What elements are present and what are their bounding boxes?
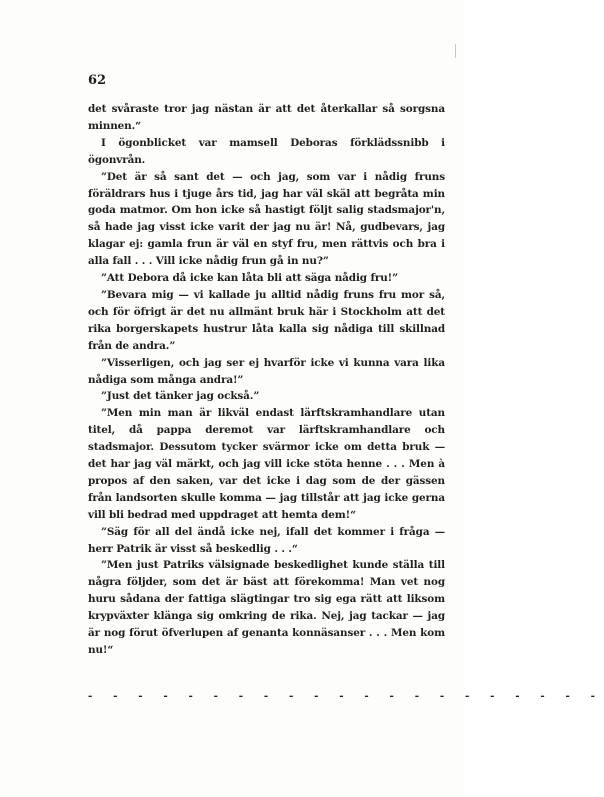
paragraph: ”Att Debora då icke kan låta bli att säga nådig fru!” [101,272,399,285]
page-number: 62 [88,73,107,88]
section-break-dots: - - - - - - - - - - - - - - - - - - - - - [88,690,604,702]
paragraph: ”Men min man är likväl endast lärftskramhandlare utan titel, då pappa deremot var lärftskramhandlare och stadsmajor. Dessutom tycker svärmor icke om detta bruk — det har jag väl märkt, och jag vill icke stöta henne . . . Men à propos af den saken, var det icke i dag som de der gässen från landsorten skulle komma — jag tillstår att jag icke gerna vill bli bedrad med uppdraget att hemta dem!“ [88,407,445,521]
paragraph: ”Det är så sant det — och jag, som var i nådig fruns föräldrars hus i tjuge års tid, jag har väl skäl att begråta min goda matmor. Om hon icke så hastigt följt salig stadsmajor'n, så hade jag visst icke varit der jag nu är! Nå, gudbevars, jag klagar ej: gamla frun är väl en styf fru, men rättvis och bra i alla fall . . . Vill icke nådig frun gå in nu?” [88,170,445,268]
paragraph: I ögonblicket var mamsell Deboras förklädssnibb i ögonvrån. [88,136,445,166]
paragraph: ”Bevara mig — vi kallade ju alltid nådig fruns fru mor så, och för öfrigt är det nu allmänt bruk här i Stockholm att det rika borgerskapets hustrur låta kalla sig nådiga till skillnad från de andra.” [88,288,445,352]
page-edge-mark [455,44,456,58]
paragraph: det svåraste tror jag nästan är att det återkallar så sorgsna minnen.“ [88,103,445,132]
body-text [88,101,445,659]
paragraph: ”Just det tänker jag också.” [101,390,260,403]
paragraph: ”Visserligen, och jag ser ej hvarför icke vi kunna vara lika nådiga som många andra!” [88,356,445,386]
paragraph: ”Men just Patriks välsignade beskedlighet kunde ställa till några följder, som det är bäst att förekomma! Man vet nog huru sådana der fattiga slägtingar tro sig ega rätt att liksom krypväxter klänga sig omkring de rika. Nej, jag tackar — jag är nog förut öfverlupen af genanta konnäsanser . . . Men kom nu!“ [88,559,445,656]
paragraph: ”Säg för all del ändå icke nej, ifall det kommer i fråga — herr Patrik är visst så beskedlig . . .“ [88,525,445,555]
